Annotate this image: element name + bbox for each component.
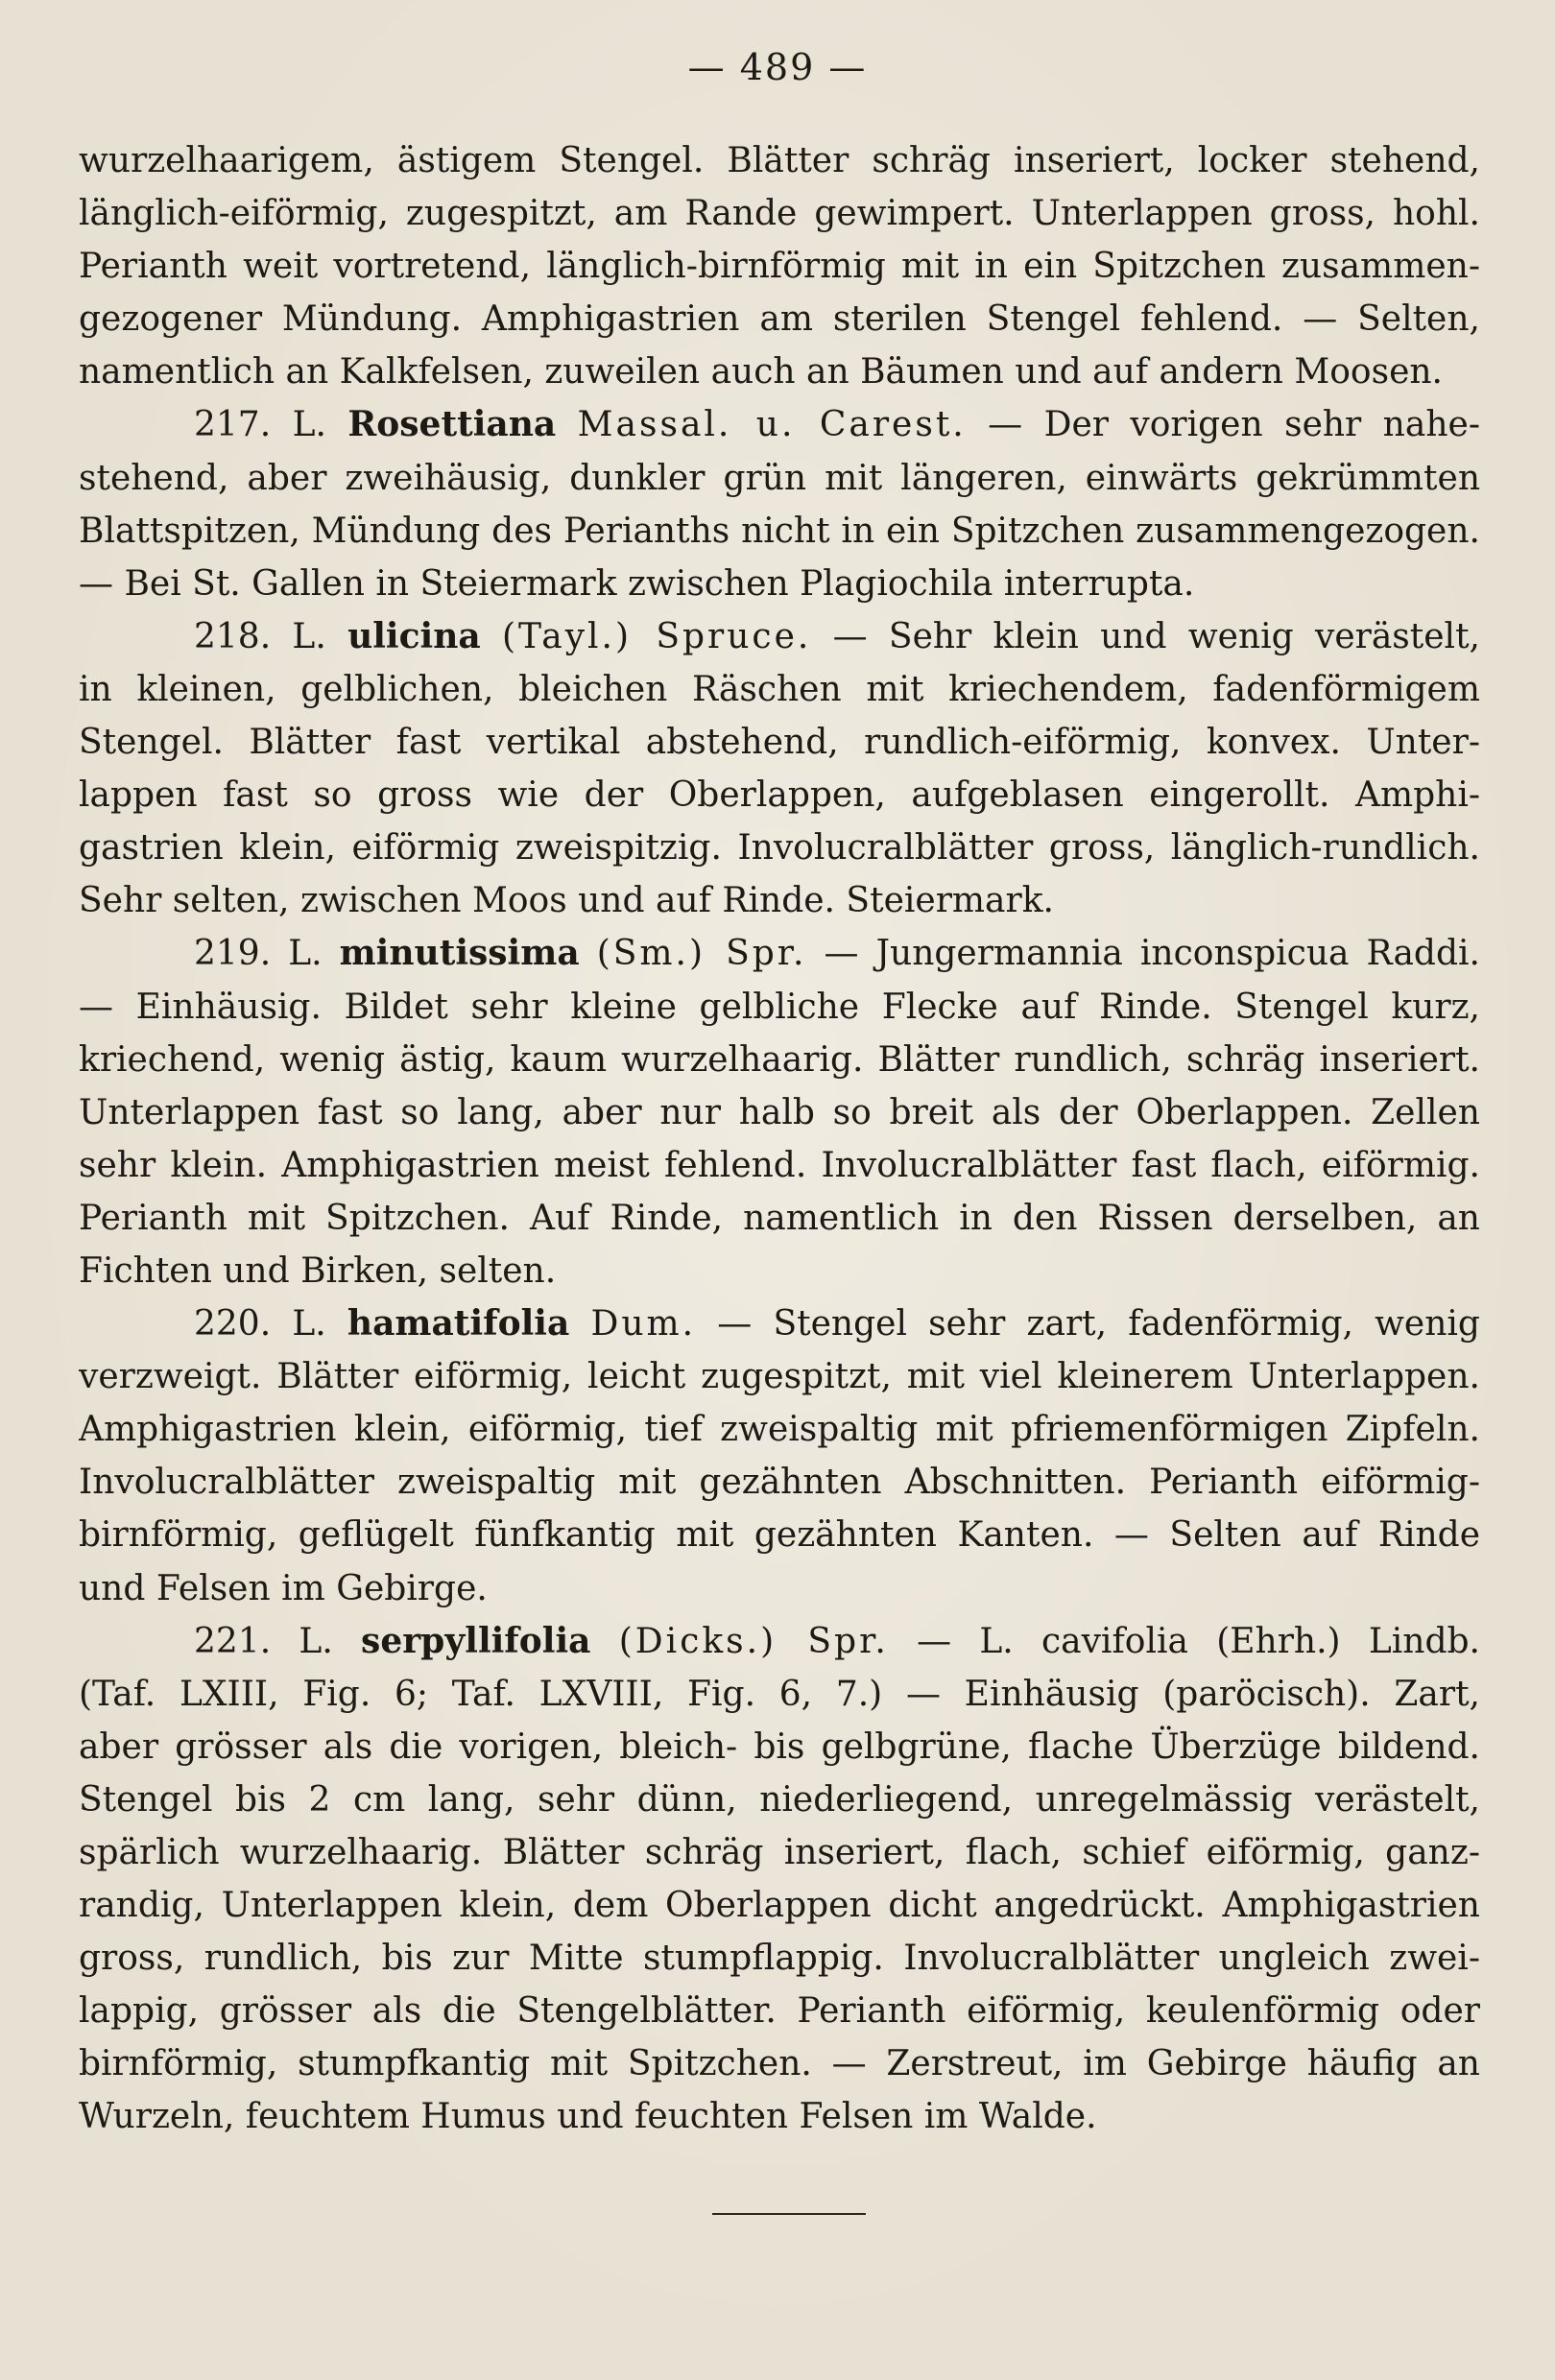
author-citation: Massal. u. Carest. [577,405,967,445]
text-segment: verzweigt. Blätter eiförmig, leicht zugespitzt, mit viel kleinerem Unterlappen. [79,1357,1480,1397]
text-line [79,663,1480,716]
text-line [79,187,1480,240]
text-segment: namentlich an Kalkfelsen, zuweilen auch an Bäumen und auf andern Moosen. [79,352,1443,393]
text-segment: in kleinen, gelblichen, bleichen Räschen mit kriechendem, fadenförmigem [79,669,1480,709]
text-segment [580,934,597,973]
text-line [79,769,1480,821]
author-citation: (Sm.) Spr. [596,934,807,974]
text-segment: Sehr selten, zwischen Moos und auf Rinde. Steiermark. [79,881,1054,921]
text-line [79,1350,1480,1403]
text-segment [556,405,577,444]
text-segment: — Stengel sehr zart, fadenförmig, wenig [696,1304,1480,1345]
text-line [79,1985,1480,2037]
text-segment: stehend, aber zweihäusig, dunkler grün mit längeren, einwärts gekrümmten [79,458,1480,498]
text-segment: 218. L. [194,616,348,656]
text-segment: Stengel. Blätter fast vertikal abstehend, rundlich-eiförmig, konvex. Unter- [79,723,1480,763]
author-citation: (Tayl.) Spruce. [501,616,812,656]
body-text [79,134,1480,2144]
species-name: hamatifolia [347,1303,570,1345]
text-line [79,874,1480,927]
text-segment: 217. L. [194,405,348,445]
text-segment: lappen fast so gross wie der Oberlappen, aufgeblasen eingerollt. Amphi- [79,775,1480,816]
text-line [79,345,1480,398]
text-segment: und Felsen im Gebirge. [79,1568,488,1608]
text-line [79,1879,1480,1932]
text-segment: birnförmig, geflügelt fünfkantig mit gezähnten Kanten. — Selten auf Rinde [79,1515,1480,1556]
text-segment: Amphigastrien klein, eiförmig, tief zweispaltig mit pfriemenförmigen Zipfeln. [79,1410,1480,1450]
text-line [79,1826,1480,1879]
text-line [79,716,1480,769]
species-name: minutissima [339,933,580,974]
text-segment: wurzelhaarigem, ästigem Stengel. Blätter schräg inseriert, locker stehend, [79,141,1480,180]
text-segment: aber grösser als die vorigen, bleich- bis gelbgrüne, flache Überzüge bildend. [79,1726,1480,1767]
text-line [79,1086,1480,1139]
text-segment: Wurzeln, feuchtem Humus und feuchten Felsen im Walde. [79,2097,1097,2137]
text-segment: — Der vorigen sehr nahe- [966,405,1480,445]
text-line [79,2037,1480,2090]
text-line [79,2090,1480,2143]
text-segment: (Taf. LXIII, Fig. 6; Taf. LXVIII, Fig. 6, 7.) — Einhäusig (paröcisch). Zart, [79,1674,1480,1714]
text-line [79,1509,1480,1561]
text-segment: lappig, grösser als die Stengelblätter. Perianth eiförmig, keulenförmig oder [79,1991,1480,2032]
text-segment: Fichten und Birken, selten. [79,1250,557,1291]
text-line [79,1403,1480,1456]
text-line [79,1139,1480,1192]
text-line [79,1721,1480,1773]
species-name: ulicina [347,615,481,656]
species-name: serpyllifolia [361,1620,591,1661]
text-segment: Perianth mit Spitzchen. Auf Rinde, namentlich in den Rissen derselben, an [79,1198,1480,1238]
entry-heading-line [79,927,1480,980]
text-segment: sehr klein. Amphigastrien meist fehlend. Involucralblätter fast flach, eiförmig. [79,1145,1480,1185]
text-segment: — Einhäusig. Bildet sehr kleine gelbliche Flecke auf Rinde. Stengel kurz, [79,987,1480,1027]
end-rule [712,2213,866,2215]
text-line [79,1245,1480,1297]
text-segment [569,1304,590,1344]
text-segment [590,1622,618,1661]
text-line [79,1562,1480,1615]
author-citation: (Dicks.) Spr. [618,1621,889,1661]
text-segment: 219. L. [194,934,340,974]
text-segment: Involucralblätter zweispaltig mit gezähnten Abschnitten. Perianth eiförmig- [79,1463,1480,1503]
text-segment: — L. cavifolia (Ehrh.) Lindb. [888,1621,1480,1661]
text-line [79,452,1480,505]
text-segment: gastrien klein, eiförmig zweispitzig. Involucralblätter gross, länglich-rundlich. [79,828,1480,869]
text-segment: spärlich wurzelhaarig. Blätter schräg inseriert, flach, schief eiförmig, ganz- [79,1833,1480,1872]
text-segment: — Sehr klein und wenig verästelt, [811,616,1480,656]
text-segment [481,617,502,656]
text-segment: Stengel bis 2 cm lang, sehr dünn, niederliegend, unregelmässig verästelt, [79,1779,1480,1820]
text-line [79,293,1480,345]
text-segment: 220. L. [194,1304,347,1345]
text-segment: 221. L. [194,1621,362,1661]
text-segment: kriechend, wenig ästig, kaum wurzelhaarig. Blätter rundlich, schräg inseriert. [79,1039,1480,1080]
text-segment: Perianth weit vortretend, länglich-birnförmig mit in ein Spitzchen zusammen- [79,247,1480,287]
text-segment: Blattspitzen, Mündung des Perianths nicht in ein Spitzchen zusammengezogen. [79,511,1480,551]
text-segment: gross, rundlich, bis zur Mitte stumpflappig. Involucralblätter ungleich zwei- [79,1939,1480,1979]
text-line [79,505,1480,558]
text-line [79,1773,1480,1826]
text-line [79,1668,1480,1721]
text-line [79,134,1480,187]
entry-heading-line [79,398,1480,451]
entry-heading-line [79,610,1480,663]
text-segment: gezogener Mündung. Amphigastrien am sterilen Stengel fehlend. — Selten, [79,299,1480,340]
species-name: Rosettiana [347,404,557,445]
text-segment: länglich-eiförmig, zugespitzt, am Rande gewimpert. Unterlappen gross, hohl. [79,194,1480,234]
text-segment: — Bei St. Gallen in Steiermark zwischen Plagiochila interrupta. [79,563,1195,604]
page-number: — 489 — [687,46,868,88]
text-segment: Unterlappen fast so lang, aber nur halb so breit als der Oberlappen. Zellen [79,1092,1480,1132]
text-segment: — Jungermannia inconspicua Raddi. [806,934,1480,974]
text-line [79,1034,1480,1086]
text-line [79,1192,1480,1245]
text-line [79,1932,1480,1985]
text-line [79,1456,1480,1509]
entry-heading-line [79,1615,1480,1668]
text-segment: randig, Unterlappen klein, dem Oberlappen dicht angedrückt. Amphigastrien [79,1886,1480,1926]
author-citation: Dum. [590,1304,697,1345]
text-line [79,821,1480,874]
text-segment: birnförmig, stumpfkantig mit Spitzchen. — Zerstreut, im Gebirge häufig an [79,2044,1480,2084]
entry-heading-line [79,1297,1480,1350]
text-line [79,558,1480,610]
text-line [79,240,1480,293]
text-line [79,981,1480,1034]
